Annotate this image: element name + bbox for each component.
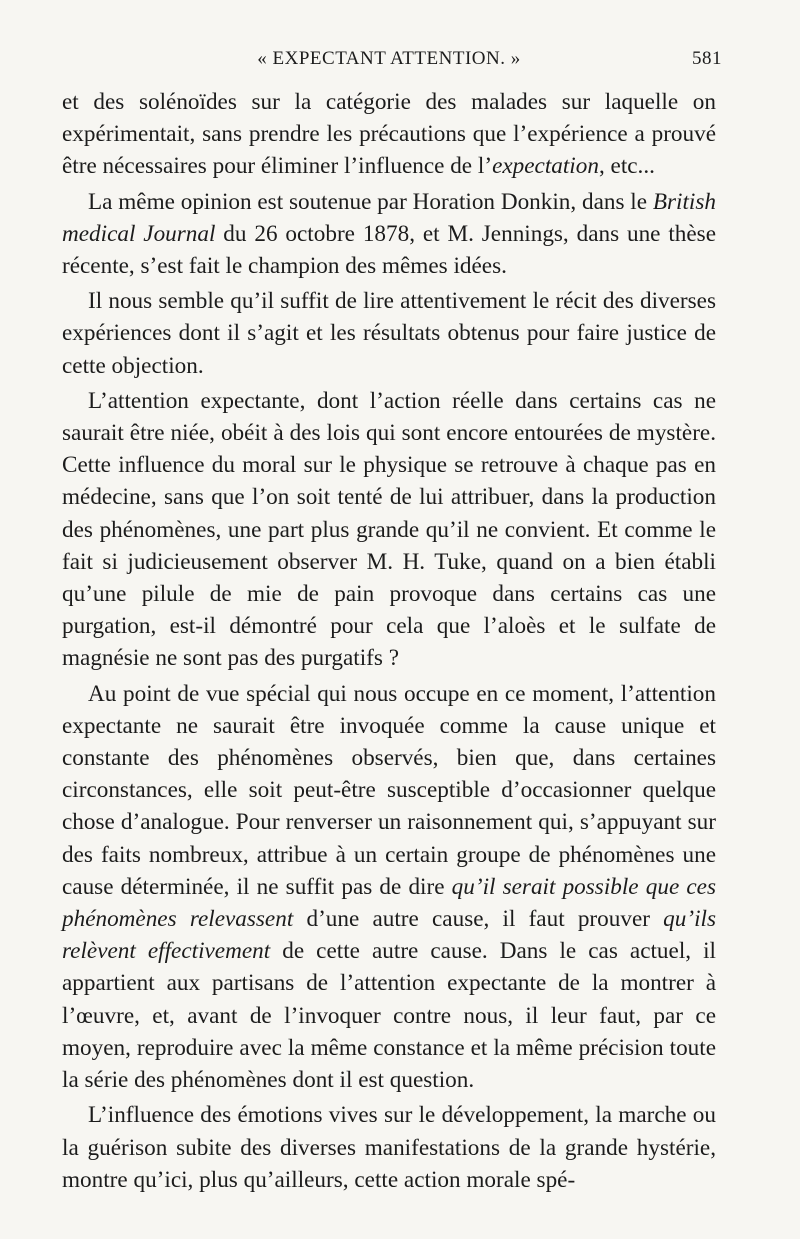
text-run: L’attention expectante, dont l’action réelle dans certains cas ne saurait être niée, obéit à des lois qui sont encore entourées de mystère. Cette influence du moral sur le physique se retrouve à chaque pas en médecine, sans que l’on soit tenté de lui attribuer, dans la production des phénomènes, une part plus grande qu’il ne convient. Et comme le fait si judicieusement observer M. H. Tuke, quand on a bien établi qu’une pilule de mie de pain provoque dans certains cas une purgation, est-il démontré pour cela que l’aloès et le sulfate de magnésie ne sont pas des purgatifs ? bbox=[62, 387, 716, 672]
running-head bbox=[62, 48, 722, 78]
paragraph-p3 bbox=[62, 285, 716, 382]
text-run: L’influence des émotions vives sur le développement, la marche ou la guérison subite des diverses manifestations de la grande hystérie, montre qu’ici, plus qu’ailleurs, cette action morale spé- bbox=[62, 1102, 716, 1193]
text-run: d’une autre cause, il faut prouver bbox=[293, 906, 664, 933]
italic-text: expectation bbox=[492, 153, 599, 180]
text-run: et des solénoïdes sur la catégorie des malades sur laquelle on expérimentait, sans prendre les précautions que l’expérience a prouvé être nécessaires pour éliminer l’influence de l’ bbox=[62, 89, 716, 180]
paragraph-p5 bbox=[62, 678, 716, 1097]
paragraph-p2 bbox=[62, 186, 716, 283]
page-number: 581 bbox=[692, 48, 722, 69]
body-text bbox=[62, 86, 716, 1196]
text-run: , etc... bbox=[598, 153, 655, 180]
text-run: du 26 octobre 1878, et M. Jennings, dans une thèse récente, s’est fait le champion des mêmes idées. bbox=[62, 220, 716, 280]
running-head-title: « EXPECTANT ATTENTION. » bbox=[257, 48, 521, 69]
text-run: de cette autre cause. Dans le cas actuel, il appartient aux partisans de l’attention expectante de la montrer à l’œuvre, et, avant de l’invoquer contre nous, il leur faut, par ce moyen, reproduire avec la même constance et la même précision toute la série des phénomènes dont il est question. bbox=[62, 938, 716, 1094]
paragraph-p6 bbox=[62, 1099, 716, 1196]
italic-text: British medical Journal bbox=[62, 188, 716, 247]
text-run: Au point de vue spécial qui nous occupe en ce moment, l’attention expectante ne saurait être invoquée comme la cause unique et constante des phénomènes observés, bien que, dans certaines circonstances, elle soit peut-être susceptible d’occasionner quelque chose d’analogue. Pour renverser un raisonnement qui, s’appuyant sur des faits nombreux, attribue à un certain groupe de phénomènes une cause déterminée, il ne suffit pas de dire bbox=[62, 680, 716, 900]
paragraph-p4 bbox=[62, 385, 716, 675]
italic-text: qu’ils relèvent effectivement bbox=[62, 906, 716, 965]
text-run: Il nous semble qu’il suffit de lire attentivement le récit des diverses expériences dont il s’agit et les résultats obtenus pour faire justice de cette objection. bbox=[62, 288, 716, 379]
paragraph-p1 bbox=[62, 86, 716, 183]
italic-text: qu’il serait possible que ces phénomènes relevassent bbox=[62, 873, 716, 933]
text-run: La même opinion est soutenue par Horation Donkin, dans le bbox=[88, 188, 653, 215]
book-page bbox=[62, 48, 722, 1196]
